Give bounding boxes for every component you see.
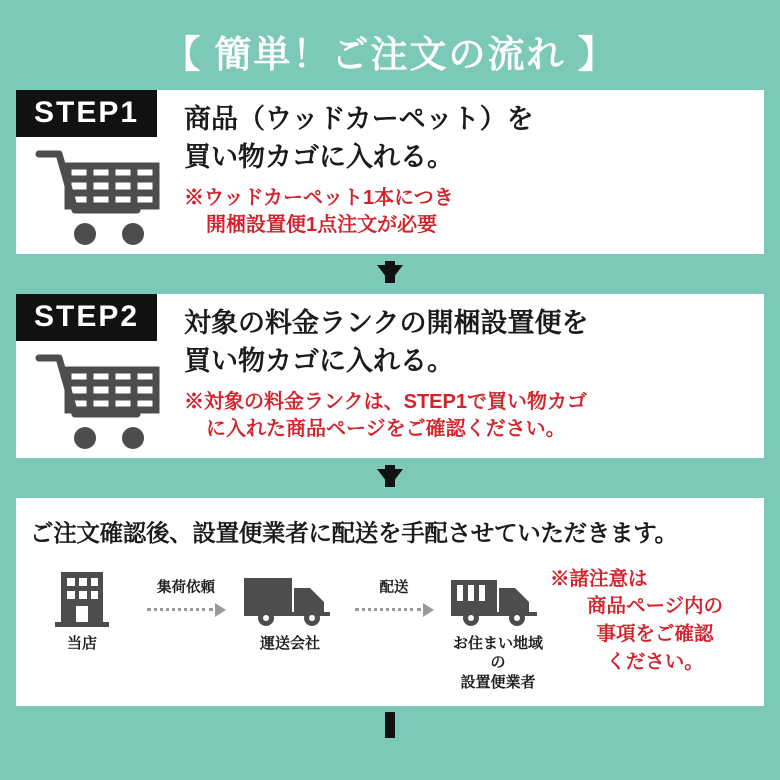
- step2-note-line2: に入れた商品ページをご確認ください。: [206, 418, 566, 441]
- step2-note: [184, 389, 754, 444]
- dotted-arrow-icon: [342, 603, 446, 617]
- step2-panel: [16, 294, 764, 458]
- flow-node-shop-caption: 当店: [66, 634, 97, 652]
- step2-headline-line1: 対象の料金ランクの開梱設置便を: [184, 307, 589, 338]
- delivery-truck-icon: [238, 562, 342, 628]
- flow-node-shop: [30, 562, 134, 654]
- shop-building-icon: [30, 562, 134, 628]
- delivery-caution-line1: ※諸注意は: [550, 567, 648, 590]
- delivery-title: ご注文確認後、設置便業者に配送を手配させていただきます。: [30, 519, 678, 546]
- step1-note-line2: 開梱設置便1点注文が必要: [206, 214, 438, 237]
- arrow-step1-to-step2: [0, 254, 780, 294]
- delivery-caution-line2: 商品ページ内の: [586, 595, 724, 618]
- step2-note-line1: ※対象の料金ランクは、STEP1で買い物カゴ: [184, 390, 587, 413]
- flow-node-installer-caption-line2: 設置便業者: [460, 673, 536, 691]
- flow-node-carrier: [238, 562, 342, 654]
- delivery-caution-line3: 事項をご確認: [596, 623, 714, 646]
- step1-badge: STEP1: [16, 90, 157, 137]
- delivery-caution: [550, 562, 760, 677]
- flow-link-shipping-label: 配送: [379, 579, 409, 596]
- flow-link-pickup-label: 集荷依頼: [157, 579, 215, 596]
- flow-node-carrier-caption: 運送会社: [259, 634, 320, 652]
- arrow-bottom-continues: [0, 706, 780, 748]
- flow-node-installer: [446, 562, 550, 693]
- step1-note: [184, 185, 754, 240]
- page-title: 【 簡単！ご注文の流れ 】: [163, 34, 617, 75]
- step2-badge: STEP2: [16, 294, 157, 341]
- step2-headline: [184, 304, 754, 381]
- flow-node-installer-caption: [446, 634, 550, 693]
- step1-panel: [16, 90, 764, 254]
- shopping-cart-icon: [35, 350, 165, 454]
- arrow-step2-to-bottom: [0, 458, 780, 498]
- flow-link-shipping: [342, 562, 446, 617]
- step1-note-line1: ※ウッドカーペット1本につき: [184, 186, 454, 209]
- dotted-arrow-icon: [134, 603, 238, 617]
- arrow-down-icon: [377, 265, 403, 282]
- step1-headline-line2: 買い物カゴに入れる。: [184, 142, 454, 173]
- flow-link-pickup: [134, 562, 238, 617]
- local-delivery-truck-icon: [446, 562, 550, 628]
- flow-node-installer-caption-line1: お住まい地域の: [452, 634, 543, 672]
- step2-headline-line2: 買い物カゴに入れる。: [184, 346, 454, 377]
- delivery-caution-line4: ください。: [606, 650, 704, 673]
- shopping-cart-icon: [35, 146, 165, 250]
- delivery-panel: [16, 498, 764, 707]
- delivery-flow: [30, 562, 750, 693]
- arrow-down-icon: [377, 469, 403, 486]
- arrow-down-icon: [385, 712, 395, 738]
- step1-headline-line1: 商品（ウッドカーペット）を: [184, 104, 534, 134]
- step1-headline: [184, 100, 754, 177]
